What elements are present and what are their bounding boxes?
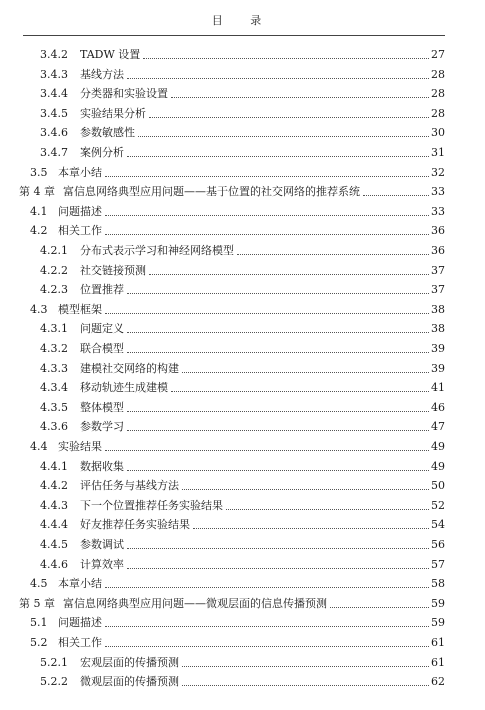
- toc-entry-page: 30: [431, 126, 445, 140]
- toc-entry-page: 49: [431, 440, 445, 453]
- toc-entry-number: 5.2.2: [40, 675, 68, 689]
- toc-entry-page: 28: [431, 87, 445, 101]
- header-rule: [23, 35, 445, 36]
- toc-entry-number: 4.4.5: [40, 538, 68, 551]
- toc-entry[interactable]: [40, 495, 445, 513]
- toc-entry-page: 58: [431, 577, 445, 591]
- toc-entry[interactable]: [30, 220, 445, 238]
- toc-entry-title: 实验结果: [58, 440, 102, 453]
- toc-entry-number: 3.4.5: [40, 106, 68, 120]
- toc-entry-number: 4.3.1: [40, 322, 68, 336]
- toc-entry[interactable]: [40, 358, 445, 376]
- toc-entry[interactable]: [40, 142, 445, 160]
- toc-entry-page: 33: [431, 204, 445, 218]
- toc-entry-page: 38: [431, 302, 445, 316]
- toc-entry[interactable]: [40, 338, 445, 356]
- toc-entry-number: 4.3.4: [40, 381, 68, 395]
- toc-entry-page: 41: [431, 381, 445, 395]
- toc-entry[interactable]: [40, 44, 445, 62]
- toc-entry-title: 建模社交网络的构建: [80, 361, 179, 375]
- toc-entry-page: 28: [431, 106, 445, 120]
- dot-leader: [193, 527, 429, 529]
- dot-leader: [226, 508, 429, 510]
- toc-entry-title: 整体模型: [80, 400, 124, 414]
- toc-entry-number: 3.4.3: [40, 67, 68, 81]
- toc-entry-title: 参数调试: [80, 538, 124, 551]
- toc-entry-number: 4.4.2: [40, 479, 68, 493]
- toc-entry[interactable]: [19, 181, 445, 199]
- dot-leader: [105, 312, 429, 314]
- dot-leader: [105, 233, 429, 235]
- toc-entry[interactable]: [40, 514, 445, 532]
- dot-leader: [105, 449, 429, 451]
- dot-leader: [182, 371, 429, 373]
- toc-entry-page: 38: [431, 322, 445, 336]
- toc-entry-number: 4.4.3: [40, 498, 68, 512]
- toc-entry-number: 4.5: [30, 577, 48, 591]
- toc-entry-page: 50: [431, 479, 445, 493]
- toc-entry[interactable]: [40, 534, 445, 552]
- dot-leader: [127, 77, 429, 79]
- toc-entry-page: 47: [431, 420, 445, 434]
- toc-entry-title: 位置推荐: [80, 283, 124, 297]
- toc-entry-page: 61: [431, 655, 445, 669]
- toc-entry-title: 分布式表示学习和神经网络模型: [80, 244, 234, 257]
- toc-entry-title: TADW 设置: [80, 48, 141, 61]
- toc-entry[interactable]: [40, 83, 445, 101]
- toc-entry-title: 下一个位置推荐任务实验结果: [80, 498, 223, 512]
- toc-entry-page: 37: [431, 283, 445, 297]
- toc-entry-number: 4.4.1: [40, 459, 68, 473]
- dot-leader: [127, 292, 429, 294]
- toc-entry-page: 46: [431, 400, 445, 414]
- toc-entry-page: 36: [431, 224, 445, 238]
- dot-leader: [127, 331, 429, 333]
- toc-entry-page: 32: [431, 165, 445, 179]
- page-header-title: 目 录: [211, 14, 274, 27]
- dot-leader: [127, 429, 429, 431]
- toc-entry[interactable]: [40, 652, 445, 670]
- toc-entry-title: 数据收集: [80, 459, 124, 473]
- dot-leader: [127, 410, 429, 412]
- toc-entry-page: 49: [431, 459, 445, 473]
- toc-entry-number: 4.2.3: [40, 283, 68, 297]
- toc-entry[interactable]: [40, 318, 445, 336]
- toc-entry-number: 4.3: [30, 302, 48, 316]
- toc-entry-number: 4.4: [30, 440, 48, 453]
- toc-entry-page: 39: [431, 361, 445, 375]
- toc-entry-title: 实验结果分析: [80, 106, 146, 120]
- dot-leader: [127, 469, 429, 471]
- dot-leader: [105, 625, 429, 627]
- toc-entry-title: 移动轨迹生成建模: [80, 381, 168, 395]
- toc-entry[interactable]: [19, 593, 445, 611]
- toc-entry-page: 27: [431, 48, 445, 61]
- toc-entry-number: 4.2.2: [40, 263, 68, 277]
- toc-entry-number: 4.3.6: [40, 420, 68, 434]
- toc-entry-number: 4.4.6: [40, 557, 68, 571]
- toc-entry-title: 案例分析: [80, 146, 124, 159]
- dot-leader: [149, 273, 429, 275]
- toc-entry[interactable]: [40, 397, 445, 415]
- toc-entry-page: 39: [431, 342, 445, 355]
- toc-entry-number: 4.2.1: [40, 244, 68, 257]
- toc-entry-number: 3.5: [30, 165, 48, 179]
- toc-entry-title: 社交链接预测: [80, 263, 146, 277]
- toc-entry-page: 59: [431, 616, 445, 630]
- dot-leader: [105, 586, 429, 588]
- toc-entry[interactable]: [40, 103, 445, 121]
- toc-entry[interactable]: [40, 122, 445, 140]
- toc-entry-title: 问题定义: [80, 322, 124, 336]
- dot-leader: [149, 116, 429, 118]
- dot-leader: [138, 135, 429, 137]
- dot-leader: [171, 390, 429, 392]
- toc-entry-page: 33: [431, 185, 445, 199]
- toc-entry-title: 问题描述: [58, 204, 102, 218]
- toc-entry-title: 基线方法: [80, 67, 124, 81]
- toc-entry-page: 61: [431, 636, 445, 649]
- toc-entry-number: 5.2.1: [40, 655, 68, 669]
- dot-leader: [127, 351, 429, 353]
- toc-entry-title: 联合模型: [80, 342, 124, 355]
- dot-leader: [105, 214, 429, 216]
- toc-entry-page: 36: [431, 244, 445, 257]
- toc-entry[interactable]: [40, 64, 445, 82]
- toc-entry[interactable]: [30, 573, 445, 591]
- toc-entry-number: 第 5 章: [19, 596, 55, 610]
- dot-leader: [105, 175, 429, 177]
- toc-entry[interactable]: [30, 632, 445, 650]
- toc-entry[interactable]: [40, 671, 445, 689]
- toc-entry[interactable]: [40, 377, 445, 395]
- toc-entry-page: 56: [431, 538, 445, 551]
- dot-leader: [143, 57, 429, 59]
- dot-leader: [127, 567, 429, 569]
- toc-entry[interactable]: [40, 456, 445, 474]
- toc-entry[interactable]: [30, 436, 445, 454]
- toc-entry-number: 4.3.3: [40, 361, 68, 375]
- toc-entry[interactable]: [40, 240, 445, 258]
- dot-leader: [127, 155, 429, 157]
- dot-leader: [182, 684, 429, 686]
- toc-entry[interactable]: [30, 201, 445, 219]
- toc-entry-number: 4.1: [30, 204, 48, 218]
- toc-entry-number: 5.2: [30, 636, 48, 649]
- toc-entry-page: 52: [431, 498, 445, 512]
- toc-entry-page: 54: [431, 518, 445, 532]
- dot-leader: [171, 96, 429, 98]
- toc-entry-title: 微观层面的传播预测: [80, 675, 179, 689]
- dot-leader: [363, 194, 429, 196]
- toc-entry-page: 37: [431, 263, 445, 277]
- toc-entry[interactable]: [40, 554, 445, 572]
- dot-leader: [330, 606, 429, 608]
- toc-entry-page: 31: [431, 146, 445, 159]
- toc-entry[interactable]: [30, 299, 445, 317]
- toc-entry-number: 第 4 章: [19, 185, 55, 199]
- toc-entry-title: 宏观层面的传播预测: [80, 655, 179, 669]
- toc-entry[interactable]: [40, 279, 445, 297]
- toc-entry-title: 模型框架: [58, 302, 102, 316]
- toc-entry-page: 57: [431, 557, 445, 571]
- dot-leader: [127, 547, 429, 549]
- toc-entry-number: 3.4.2: [40, 48, 68, 61]
- toc-entry-title: 相关工作: [58, 224, 102, 238]
- toc-entry[interactable]: [30, 612, 445, 630]
- dot-leader: [105, 645, 429, 647]
- dot-leader: [237, 253, 429, 255]
- toc-entry[interactable]: [40, 260, 445, 278]
- toc-entry-title: 参数敏感性: [80, 126, 135, 140]
- toc-entry-title: 本章小结: [58, 165, 102, 179]
- toc-entry-title: 相关工作: [58, 636, 102, 649]
- toc-entry[interactable]: [40, 416, 445, 434]
- toc-entry[interactable]: [40, 475, 445, 493]
- toc-entry-number: 4.3.2: [40, 342, 68, 355]
- toc-entry-title: 本章小结: [58, 577, 102, 591]
- toc-entry-title: 富信息网络典型应用问题——基于位置的社交网络的推荐系统: [63, 185, 360, 199]
- dot-leader: [182, 665, 429, 667]
- toc-entry-title: 好友推荐任务实验结果: [80, 518, 190, 532]
- toc-entry-page: 62: [431, 675, 445, 689]
- toc-entry-number: 3.4.4: [40, 87, 68, 101]
- toc-entry-number: 5.1: [30, 616, 48, 630]
- toc-entry-number: 4.3.5: [40, 400, 68, 414]
- toc-entry-title: 富信息网络典型应用问题——微观层面的信息传播预测: [63, 596, 327, 610]
- toc-entry-title: 问题描述: [58, 616, 102, 630]
- dot-leader: [182, 488, 429, 490]
- toc-entry-title: 计算效率: [80, 557, 124, 571]
- toc-entry-page: 59: [431, 596, 445, 610]
- toc-entry-number: 3.4.6: [40, 126, 68, 140]
- toc-entry[interactable]: [30, 162, 445, 180]
- toc-entry-number: 3.4.7: [40, 146, 68, 159]
- toc-entry-number: 4.4.4: [40, 518, 68, 532]
- toc-entry-title: 分类器和实验设置: [80, 87, 168, 101]
- toc-entry-title: 参数学习: [80, 420, 124, 434]
- toc-entry-title: 评估任务与基线方法: [80, 479, 179, 493]
- toc-entry-page: 28: [431, 67, 445, 81]
- toc-entry-number: 4.2: [30, 224, 48, 238]
